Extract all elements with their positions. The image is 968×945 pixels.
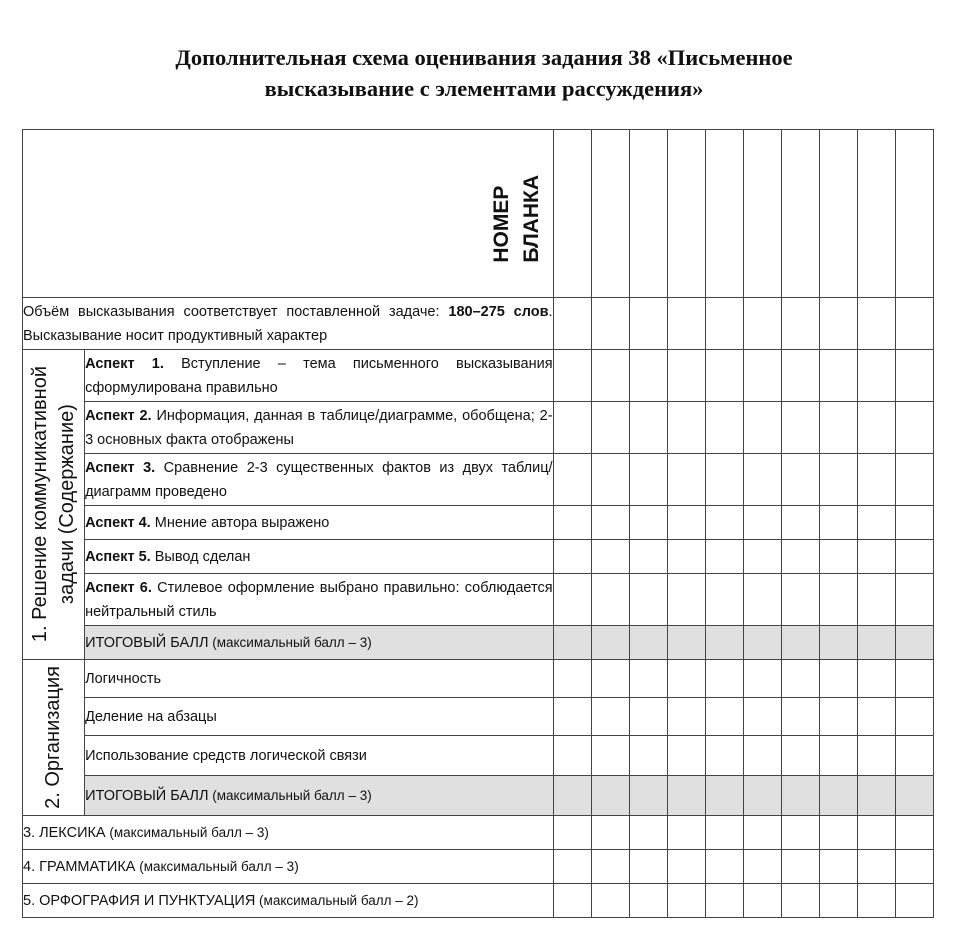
score-cell[interactable] xyxy=(667,454,705,506)
score-cell[interactable] xyxy=(553,698,591,736)
score-cell[interactable] xyxy=(705,850,743,884)
score-cell[interactable] xyxy=(591,402,629,454)
score-cell[interactable] xyxy=(705,816,743,850)
score-cell[interactable] xyxy=(705,736,743,776)
score-cell[interactable] xyxy=(705,454,743,506)
score-cell[interactable] xyxy=(667,574,705,626)
score-cell[interactable] xyxy=(553,574,591,626)
score-cell[interactable] xyxy=(553,454,591,506)
volume-criterion: Объём высказывания соответствует поставленной задаче: 180–275 слов. Высказывание носит продуктивный характер xyxy=(23,298,554,350)
aspect-2-criterion: Аспект 2. Информация, данная в таблице/диаграмме, обобщена; 2-3 основных факта отображены xyxy=(85,402,554,454)
aspect-6-criterion: Аспект 6. Стилевое оформление выбрано правильно: соблюдается нейтральный стиль xyxy=(85,574,554,626)
score-cell[interactable] xyxy=(743,698,781,736)
score-cell[interactable] xyxy=(629,850,667,884)
total-score-cell[interactable] xyxy=(857,626,895,660)
score-cell[interactable] xyxy=(781,660,819,698)
score-cell[interactable] xyxy=(857,698,895,736)
score-cell[interactable] xyxy=(895,884,933,918)
score-cell[interactable] xyxy=(781,816,819,850)
total-score-cell[interactable] xyxy=(629,776,667,816)
score-cell[interactable] xyxy=(895,736,933,776)
score-cell[interactable] xyxy=(553,350,591,402)
aspect-row xyxy=(23,402,934,454)
total-score-cell[interactable] xyxy=(781,626,819,660)
section-2-side-label xyxy=(40,666,67,809)
score-cell[interactable] xyxy=(781,298,819,350)
score-cell[interactable] xyxy=(743,454,781,506)
score-cell[interactable] xyxy=(667,402,705,454)
score-cell[interactable] xyxy=(819,454,857,506)
score-cell[interactable] xyxy=(629,884,667,918)
score-cell[interactable] xyxy=(667,660,705,698)
section4-row xyxy=(23,850,934,884)
section4-label: 4. ГРАММАТИКА (максимальный балл – 3) xyxy=(23,850,554,884)
score-cell[interactable] xyxy=(591,660,629,698)
section-2-side-text xyxy=(23,660,84,815)
score-cell[interactable] xyxy=(667,298,705,350)
score-cell[interactable] xyxy=(629,660,667,698)
aspect-5-criterion: Аспект 5. Вывод сделан xyxy=(85,540,554,574)
score-cell[interactable] xyxy=(819,402,857,454)
score-cell[interactable] xyxy=(857,850,895,884)
score-cell[interactable] xyxy=(629,816,667,850)
score-cell[interactable] xyxy=(553,506,591,540)
score-cell[interactable] xyxy=(629,350,667,402)
total-score-cell[interactable] xyxy=(667,776,705,816)
score-cell[interactable] xyxy=(857,506,895,540)
score-cell[interactable] xyxy=(553,884,591,918)
score-cell[interactable] xyxy=(667,506,705,540)
section-1-side-text xyxy=(23,350,84,659)
score-cell[interactable] xyxy=(857,884,895,918)
score-cell[interactable] xyxy=(819,574,857,626)
score-cell[interactable] xyxy=(667,540,705,574)
score-cell[interactable] xyxy=(857,298,895,350)
form-number-cell[interactable] xyxy=(629,130,667,298)
form-number-cell[interactable] xyxy=(667,130,705,298)
score-cell[interactable] xyxy=(553,402,591,454)
score-cell[interactable] xyxy=(895,402,933,454)
score-cell[interactable] xyxy=(629,402,667,454)
title-line-2: высказывание с элементами рассуждения» xyxy=(264,76,704,101)
score-cell[interactable] xyxy=(895,850,933,884)
organisation-row xyxy=(23,660,934,698)
score-cell[interactable] xyxy=(629,698,667,736)
aspect-row xyxy=(23,454,934,506)
score-cell[interactable] xyxy=(819,298,857,350)
score-cell[interactable] xyxy=(895,350,933,402)
score-cell[interactable] xyxy=(781,350,819,402)
aspect-row xyxy=(23,574,934,626)
score-cell[interactable] xyxy=(667,698,705,736)
form-number-cell[interactable] xyxy=(553,130,591,298)
score-cell[interactable] xyxy=(667,736,705,776)
score-cell[interactable] xyxy=(895,698,933,736)
score-cell[interactable] xyxy=(591,454,629,506)
score-cell[interactable] xyxy=(743,540,781,574)
form-number-cell[interactable] xyxy=(591,130,629,298)
score-cell[interactable] xyxy=(743,350,781,402)
section-1-total-label: ИТОГОВЫЙ БАЛЛ (максимальный балл – 3) xyxy=(85,626,554,660)
score-cell[interactable] xyxy=(895,540,933,574)
score-cell[interactable] xyxy=(819,350,857,402)
score-cell[interactable] xyxy=(705,350,743,402)
score-cell[interactable] xyxy=(553,660,591,698)
section5-row xyxy=(23,884,934,918)
score-cell[interactable] xyxy=(629,736,667,776)
score-cell[interactable] xyxy=(819,736,857,776)
section-2-total-row xyxy=(23,776,934,816)
aspect-row xyxy=(23,506,934,540)
score-cell[interactable] xyxy=(781,454,819,506)
score-cell[interactable] xyxy=(705,298,743,350)
score-cell[interactable] xyxy=(895,660,933,698)
score-cell[interactable] xyxy=(895,506,933,540)
score-cell[interactable] xyxy=(819,698,857,736)
form-number-label xyxy=(23,130,554,298)
score-cell[interactable] xyxy=(857,574,895,626)
section3-row xyxy=(23,816,934,850)
score-cell[interactable] xyxy=(705,402,743,454)
score-cell[interactable] xyxy=(781,402,819,454)
score-cell[interactable] xyxy=(743,506,781,540)
section-1-side-label xyxy=(27,366,81,642)
total-score-cell[interactable] xyxy=(667,626,705,660)
total-score-cell[interactable] xyxy=(743,776,781,816)
section-2-total-label: ИТОГОВЫЙ БАЛЛ (максимальный балл – 3) xyxy=(85,776,554,816)
total-score-cell[interactable] xyxy=(553,776,591,816)
section-1-side xyxy=(23,350,85,660)
score-cell[interactable] xyxy=(781,736,819,776)
score-cell[interactable] xyxy=(705,540,743,574)
total-score-cell[interactable] xyxy=(591,626,629,660)
score-cell[interactable] xyxy=(629,298,667,350)
total-score-cell[interactable] xyxy=(629,626,667,660)
score-cell[interactable] xyxy=(857,816,895,850)
score-cell[interactable] xyxy=(743,574,781,626)
aspect-row xyxy=(23,350,934,402)
form-number-cell[interactable] xyxy=(857,130,895,298)
score-cell[interactable] xyxy=(857,540,895,574)
score-cell[interactable] xyxy=(781,506,819,540)
score-cell[interactable] xyxy=(667,816,705,850)
score-cell[interactable] xyxy=(857,350,895,402)
aspect-1-criterion: Аспект 1. Вступление – тема письменного высказывания сформулирована правильно xyxy=(85,350,554,402)
total-score-cell[interactable] xyxy=(781,776,819,816)
score-cell[interactable] xyxy=(857,660,895,698)
score-cell[interactable] xyxy=(591,350,629,402)
total-score-cell[interactable] xyxy=(819,776,857,816)
organisation-criterion: Деление на абзацы xyxy=(85,698,554,736)
score-cell[interactable] xyxy=(591,850,629,884)
score-cell[interactable] xyxy=(591,506,629,540)
score-cell[interactable] xyxy=(591,540,629,574)
form-number-cell[interactable] xyxy=(743,130,781,298)
score-cell[interactable] xyxy=(553,298,591,350)
form-number-text: НОМЕР БЛАНКА xyxy=(489,175,543,263)
score-cell[interactable] xyxy=(781,850,819,884)
total-score-cell[interactable] xyxy=(895,776,933,816)
form-number-cell[interactable] xyxy=(781,130,819,298)
score-cell[interactable] xyxy=(819,540,857,574)
score-cell[interactable] xyxy=(705,506,743,540)
score-cell[interactable] xyxy=(629,540,667,574)
aspect-row xyxy=(23,540,934,574)
score-cell[interactable] xyxy=(705,574,743,626)
score-cell[interactable] xyxy=(819,816,857,850)
score-cell[interactable] xyxy=(591,816,629,850)
score-cell[interactable] xyxy=(743,884,781,918)
score-cell[interactable] xyxy=(743,298,781,350)
score-cell[interactable] xyxy=(857,454,895,506)
score-cell[interactable] xyxy=(629,454,667,506)
score-cell[interactable] xyxy=(819,660,857,698)
score-cell[interactable] xyxy=(553,850,591,884)
score-cell[interactable] xyxy=(819,850,857,884)
score-cell[interactable] xyxy=(743,736,781,776)
section-2-side xyxy=(23,660,85,816)
form-number-cell[interactable] xyxy=(895,130,933,298)
organisation-row xyxy=(23,736,934,776)
aspect-4-criterion: Аспект 4. Мнение автора выражено xyxy=(85,506,554,540)
score-cell[interactable] xyxy=(705,884,743,918)
organisation-criterion: Логичность xyxy=(85,660,554,698)
total-score-cell[interactable] xyxy=(705,776,743,816)
score-cell[interactable] xyxy=(667,350,705,402)
score-cell[interactable] xyxy=(743,402,781,454)
section-1-side-label-line-2: задачи (Содержание) xyxy=(55,404,78,605)
total-score-cell[interactable] xyxy=(857,776,895,816)
score-cell[interactable] xyxy=(629,574,667,626)
score-cell[interactable] xyxy=(591,698,629,736)
title-line-1: Дополнительная схема оценивания задания 38 «Письменное xyxy=(175,45,793,70)
score-cell[interactable] xyxy=(781,698,819,736)
total-score-cell[interactable] xyxy=(819,626,857,660)
grading-table xyxy=(22,129,934,918)
score-cell[interactable] xyxy=(553,816,591,850)
score-cell[interactable] xyxy=(553,736,591,776)
total-score-cell[interactable] xyxy=(743,626,781,660)
total-score-cell[interactable] xyxy=(895,626,933,660)
score-cell[interactable] xyxy=(857,402,895,454)
score-cell[interactable] xyxy=(895,454,933,506)
score-cell[interactable] xyxy=(667,884,705,918)
organisation-row xyxy=(23,698,934,736)
score-cell[interactable] xyxy=(591,298,629,350)
score-cell[interactable] xyxy=(591,736,629,776)
score-cell[interactable] xyxy=(591,884,629,918)
header-row xyxy=(23,130,934,298)
score-cell[interactable] xyxy=(819,506,857,540)
section-1-side-label-line-1: 1. Решение коммуникативной xyxy=(28,366,51,643)
score-cell[interactable] xyxy=(743,660,781,698)
section5-label: 5. ОРФОГРАФИЯ И ПУНКТУАЦИЯ (максимальный балл – 2) xyxy=(23,884,554,918)
score-cell[interactable] xyxy=(591,574,629,626)
section3-label: 3. ЛЕКСИКА (максимальный балл – 3) xyxy=(23,816,554,850)
score-cell[interactable] xyxy=(781,540,819,574)
page-title xyxy=(0,42,968,104)
volume-row xyxy=(23,298,934,350)
section-2-side-label-line-1: 2. Организация xyxy=(42,666,65,809)
score-cell[interactable] xyxy=(781,884,819,918)
score-cell[interactable] xyxy=(743,816,781,850)
score-cell[interactable] xyxy=(895,816,933,850)
score-cell[interactable] xyxy=(667,850,705,884)
section-1-total-row xyxy=(23,626,934,660)
score-cell[interactable] xyxy=(819,884,857,918)
score-cell[interactable] xyxy=(857,736,895,776)
form-number-cell[interactable] xyxy=(705,130,743,298)
total-score-cell[interactable] xyxy=(591,776,629,816)
score-cell[interactable] xyxy=(553,540,591,574)
score-cell[interactable] xyxy=(629,506,667,540)
score-cell[interactable] xyxy=(895,574,933,626)
score-cell[interactable] xyxy=(895,298,933,350)
score-cell[interactable] xyxy=(705,698,743,736)
total-score-cell[interactable] xyxy=(705,626,743,660)
score-cell[interactable] xyxy=(705,660,743,698)
total-score-cell[interactable] xyxy=(553,626,591,660)
score-cell[interactable] xyxy=(781,574,819,626)
form-number-cell[interactable] xyxy=(819,130,857,298)
score-cell[interactable] xyxy=(743,850,781,884)
organisation-criterion: Использование средств логической связи xyxy=(85,736,554,776)
aspect-3-criterion: Аспект 3. Сравнение 2-3 существенных фактов из двух таблиц/диаграмм проведено xyxy=(85,454,554,506)
